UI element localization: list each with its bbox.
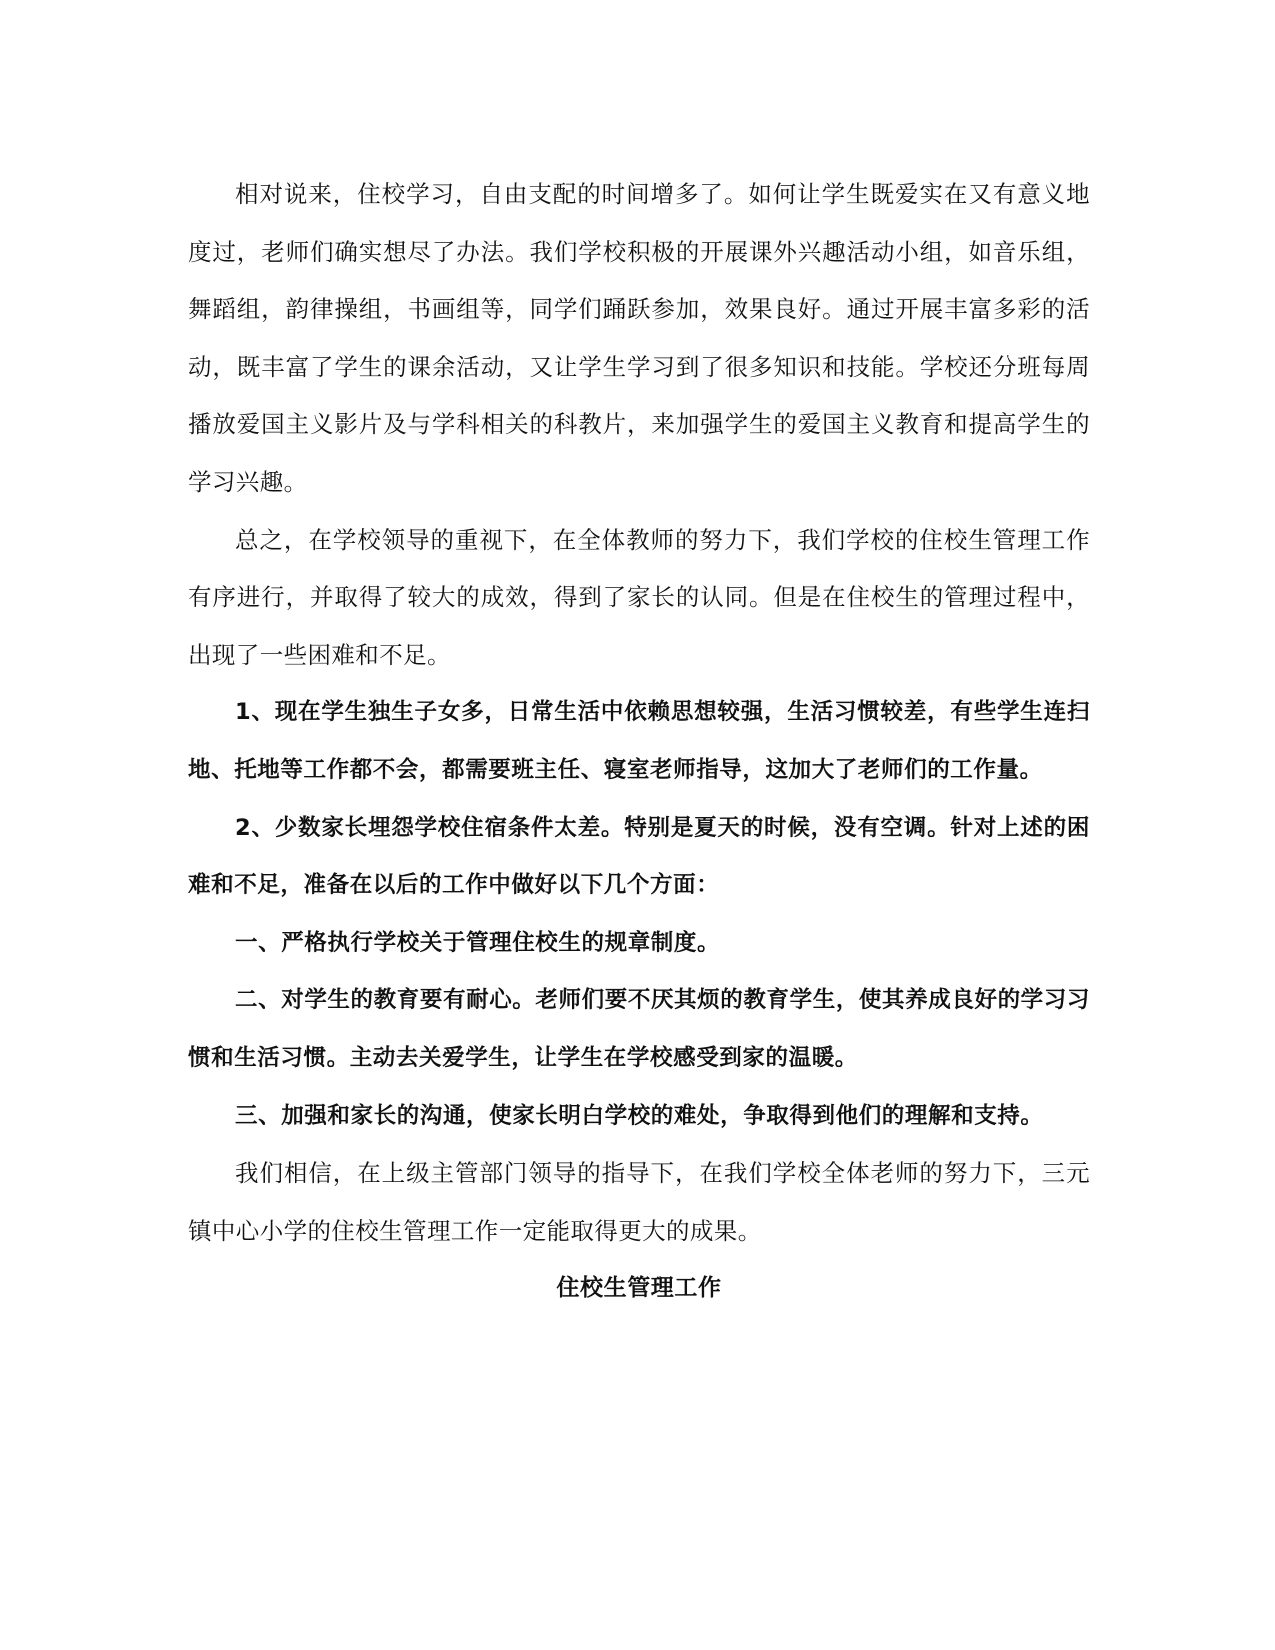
section-title: 住校生管理工作 [556,1275,722,1302]
paragraph-measure-1: 一、严格执行学校关于管理住校生的规章制度。 [235,929,721,956]
paragraph-difficulty-1: 1、现在学生独生子女多，日常生活中依赖思想较强，生活习惯较差，有些学生连扫地、托地等工作都不会，都需要班主任、寝室老师指导，这加大了老师们的工作量。 [188,699,1090,783]
paragraph-summary: 总之，在学校领导的重视下，在全体教师的努力下，我们学校的住校生管理工作有序进行，并取得了较大的成效，得到了家长的认同。但是在住校生的管理过程中，出现了一些困难和不足。 [188,525,1090,669]
paragraph-measure-2: 二、对学生的教育要有耐心。老师们要不厌其烦的教育学生，使其养成良好的学习习惯和生活习惯。主动去关爱学生，让学生在学校感受到家的温暖。 [188,987,1090,1071]
paragraph-measure-3: 三、加强和家长的沟通，使家长明白学校的难处，争取得到他们的理解和支持。 [235,1102,1044,1129]
paragraph-difficulty-2: 2、少数家长埋怨学校住宿条件太差。特别是夏天的时候，没有空调。针对上述的困难和不足，准备在以后的工作中做好以下几个方面： [188,814,1090,899]
paragraph-conclusion: 我们相信，在上级主管部门领导的指导下，在我们学校全体老师的努力下，三元镇中心小学的住校生管理工作一定能取得更大的成果。 [188,1159,1090,1245]
paragraph-activities: 相对说来，住校学习，自由支配的时间增多了。如何让学生既爱实在又有意义地度过，老师们确实想尽了办法。我们学校积极的开展课外兴趣活动小组，如音乐组，舞蹈组，韵律操组，书画组等，同学们踊跃参加，效果良好。通过开展丰富多彩的活动，既丰富了学生的课余活动，又让学生学习到了很多知识和技能。学校还分班每周播放爱国主义影片及与学科相关的科教片，来加强学生的爱国主义教育和提高学生的学习兴趣。 [188,180,1090,496]
document-body [188,166,1090,1318]
